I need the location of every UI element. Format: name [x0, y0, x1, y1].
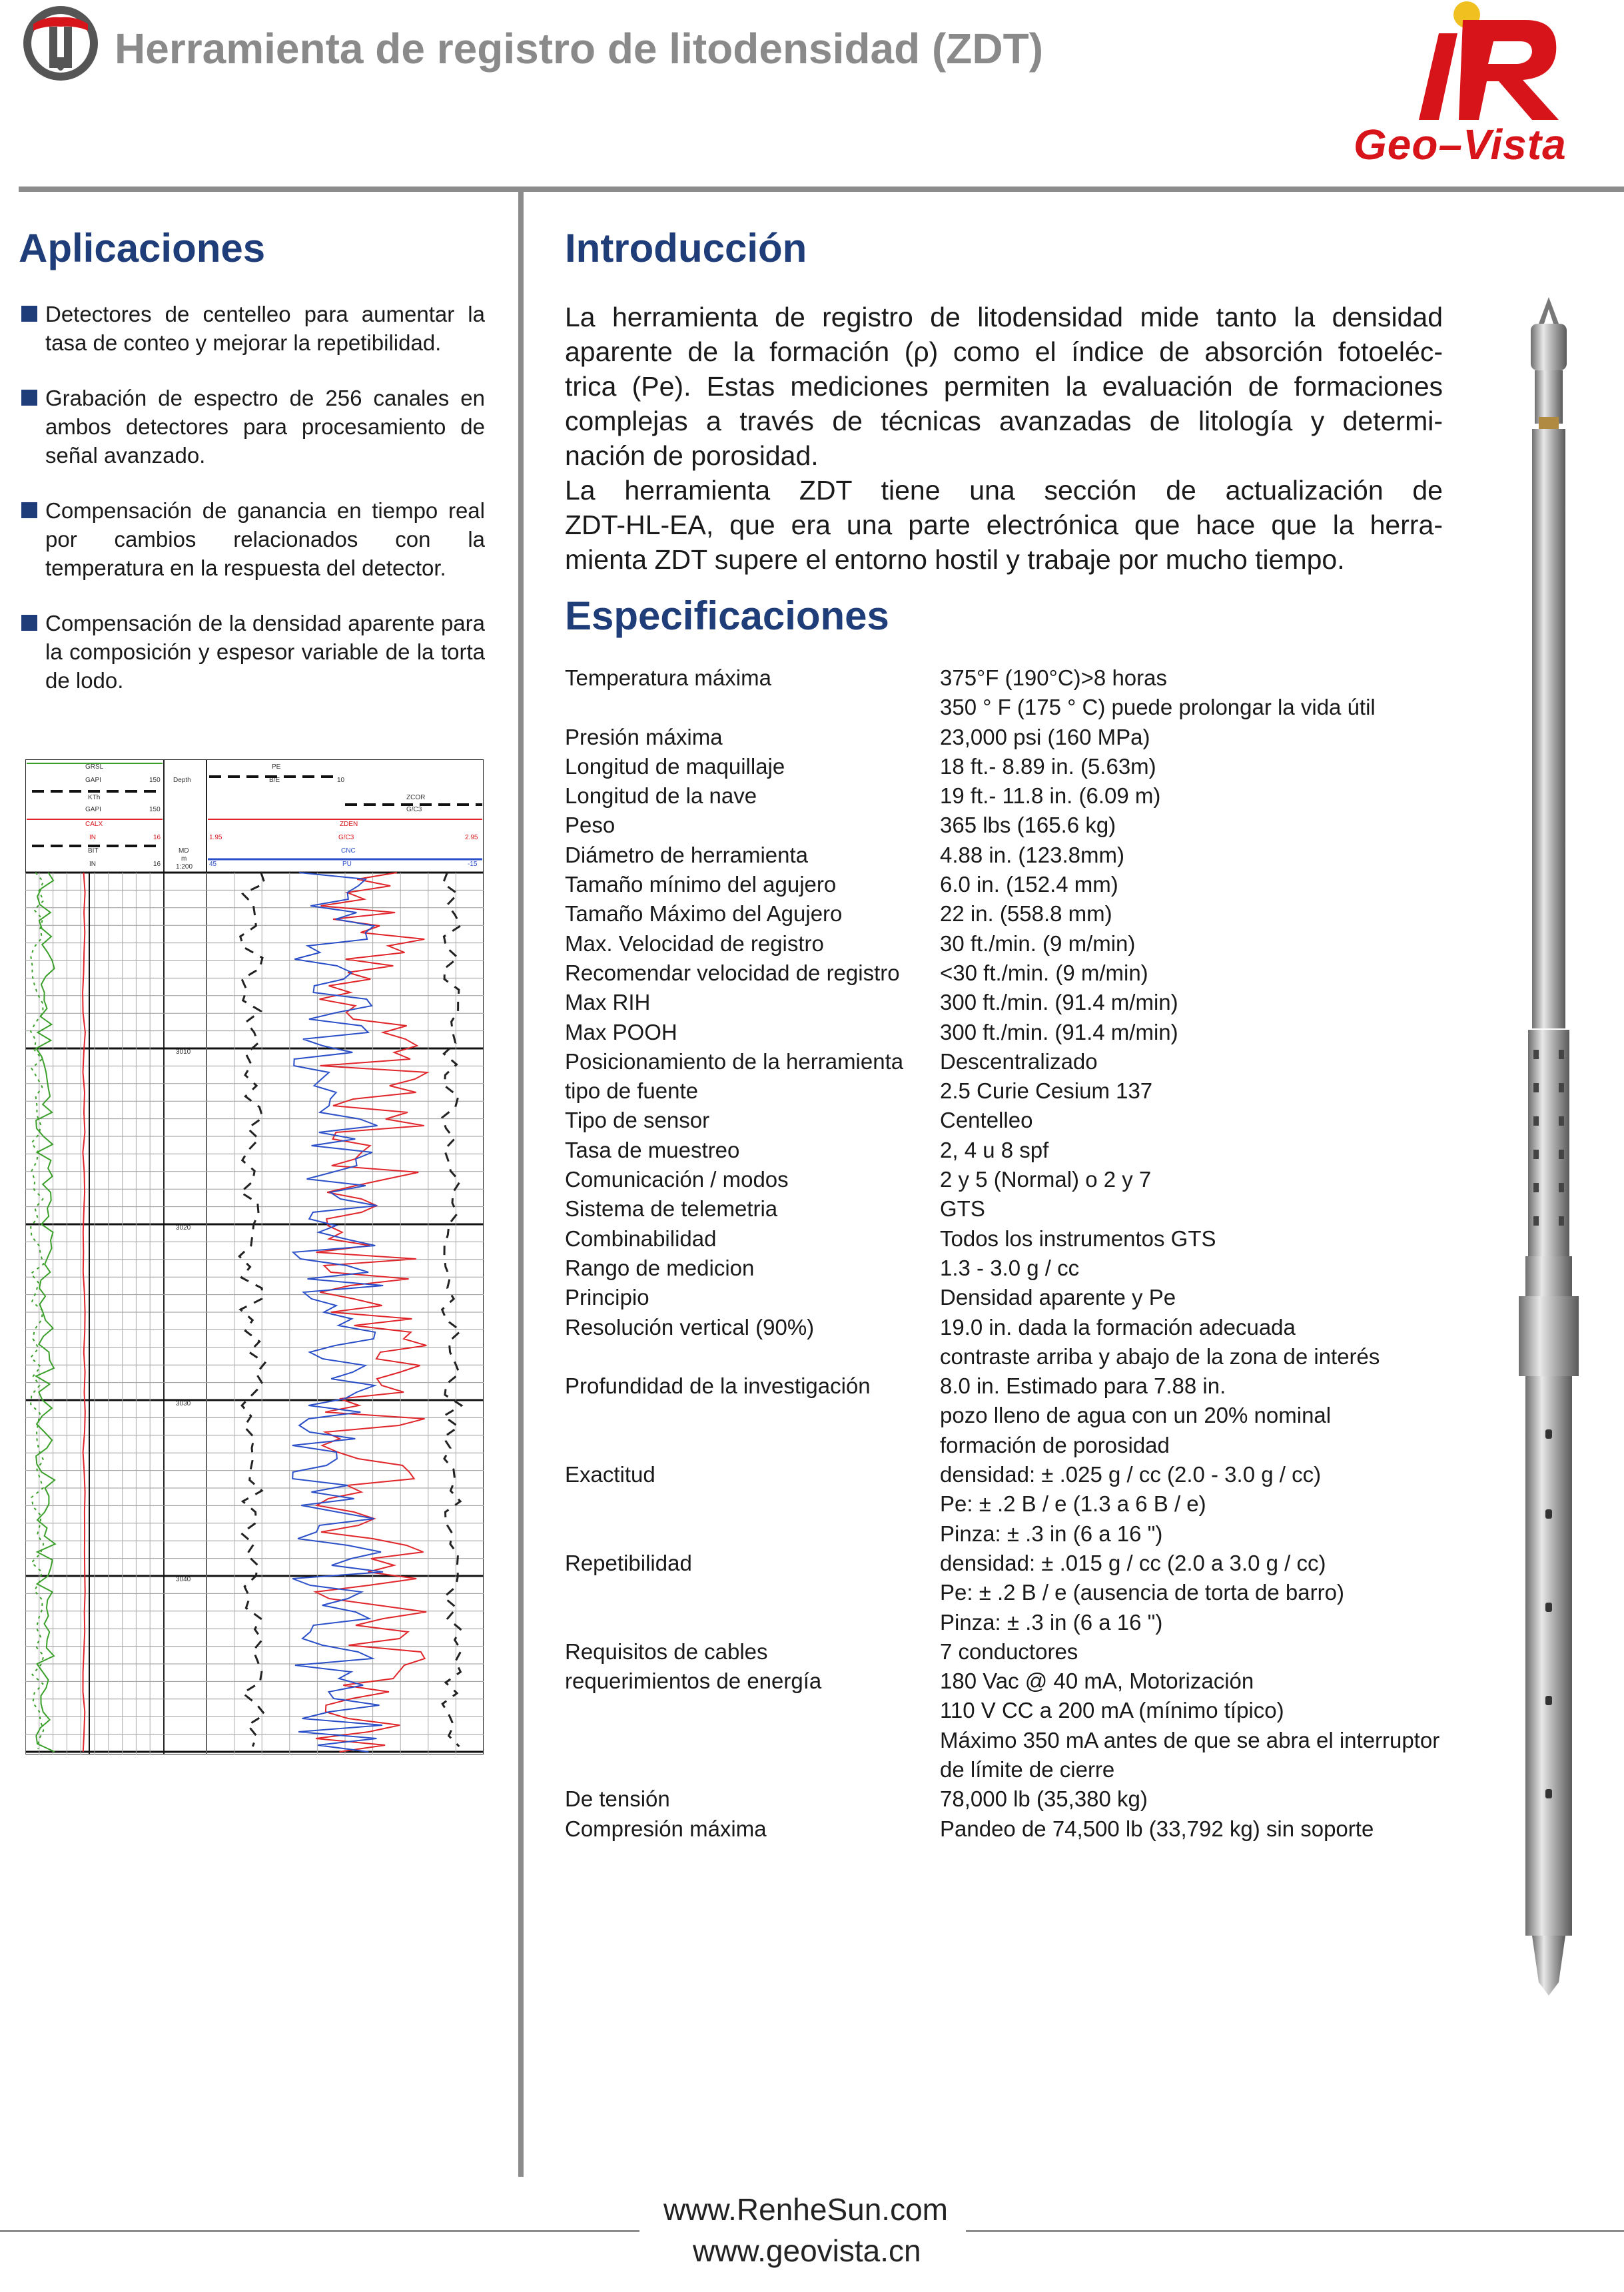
spec-row — [565, 1165, 1497, 1194]
spec-value: 6.0 in. (152.4 mm) — [940, 872, 1118, 897]
depth-mark: 3020 — [176, 1224, 191, 1232]
log-label-zden-min: 1.95 — [209, 834, 222, 841]
spec-label — [565, 1519, 940, 1549]
intro-line: ZDT-HL-EA, que era una parte electrónica que hace que la herra- — [565, 510, 1443, 540]
log-label-cnc: CNC — [341, 847, 356, 855]
spec-label: Recomendar velocidad de registro — [565, 960, 900, 985]
bullet-square-icon — [21, 390, 37, 406]
spec-label: requerimientos de energía — [565, 1669, 822, 1694]
spec-label: Comunicación / modos — [565, 1167, 789, 1192]
spec-label: Tipo de sensor — [565, 1108, 710, 1133]
spec-row — [565, 1784, 1497, 1814]
spec-row — [565, 1224, 1497, 1254]
spec-value: 2 y 5 (Normal) o 2 y 7 — [940, 1167, 1152, 1192]
depth-mark: 3030 — [176, 1400, 191, 1407]
spec-value: 23,000 psi (160 MPa) — [940, 724, 1150, 749]
log-label-gapi2-max: 150 — [149, 806, 161, 813]
log-label-gapi: GAPI — [85, 777, 101, 784]
spec-row — [565, 1696, 1497, 1725]
spec-row — [565, 1076, 1497, 1106]
spec-label: Sistema de telemetria — [565, 1196, 778, 1222]
footer-divider-right — [966, 2230, 1624, 2232]
spec-value: 19 ft.- 11.8 in. (6.09 m) — [940, 783, 1161, 809]
spec-row — [565, 1608, 1497, 1637]
spec-label: Combinabilidad — [565, 1226, 717, 1251]
spec-value: 1.3 - 3.0 g / cc — [940, 1255, 1080, 1280]
introduction-heading: Introducción — [565, 226, 807, 270]
application-text: Compensación de la densidad aparente para la composición y espesor variable de la torta de lodo. — [45, 611, 485, 693]
spec-label: Exactitud — [565, 1462, 655, 1487]
spec-row — [565, 1755, 1497, 1784]
application-text: Detectores de centelleo para aumentar la tasa de conteo y mejorar la repetibilidad. — [45, 302, 485, 355]
spec-value: 19.0 in. dada la formación adecuada — [940, 1314, 1296, 1339]
bullet-square-icon — [21, 502, 37, 518]
spec-row — [565, 1342, 1497, 1371]
spec-label: Max POOH — [565, 1019, 677, 1044]
spec-row — [565, 1106, 1497, 1135]
spec-row — [565, 1313, 1497, 1342]
spec-value: 30 ft./min. (9 m/min) — [940, 931, 1136, 956]
spec-label — [565, 1755, 940, 1784]
spec-row — [565, 1637, 1497, 1667]
spec-label: Presión máxima — [565, 724, 723, 749]
application-item — [19, 384, 485, 470]
specifications-table — [565, 663, 1497, 1844]
log-label-md: MD — [179, 847, 189, 855]
applications-list — [19, 300, 485, 721]
spec-row — [565, 1254, 1497, 1283]
spec-row — [565, 1814, 1497, 1844]
spec-label: Rango de medicion — [565, 1255, 755, 1280]
spec-value: densidad: ± .015 g / cc (2.0 a 3.0 g / cc) — [940, 1550, 1326, 1575]
intro-line: nación de porosidad. — [565, 440, 819, 471]
spec-label: Resolución vertical (90%) — [565, 1314, 815, 1339]
spec-row — [565, 663, 1497, 693]
brand-name: Geo–Vista — [1354, 121, 1567, 169]
spec-value: densidad: ± .025 g / cc (2.0 - 3.0 g / cc) — [940, 1462, 1322, 1487]
header-divider — [19, 187, 1624, 192]
log-label-bit-max: 16 — [153, 861, 161, 868]
spec-value: 110 V CC a 200 mA (mínimo típico) — [940, 1698, 1284, 1723]
log-label-zden-unit: G/C3 — [338, 834, 354, 841]
spec-row — [565, 1371, 1497, 1401]
spec-value: Pandeo de 74,500 lb (33,792 kg) sin soporte — [940, 1816, 1374, 1841]
spec-row — [565, 1460, 1497, 1489]
spec-value: 18 ft.- 8.89 in. (5.63m) — [940, 753, 1156, 779]
spec-label: Max. Velocidad de registro — [565, 931, 824, 956]
spec-value: 2.5 Curie Cesium 137 — [940, 1078, 1153, 1104]
spec-row — [565, 1489, 1497, 1519]
specifications-heading: Especificaciones — [565, 593, 889, 638]
spec-row — [565, 1578, 1497, 1607]
spec-label — [565, 1342, 940, 1371]
application-item — [19, 300, 485, 357]
bullet-square-icon — [21, 615, 37, 631]
spec-label — [565, 1578, 940, 1607]
introduction-text — [565, 300, 1443, 577]
spec-row — [565, 693, 1497, 722]
log-label-zden: ZDEN — [340, 821, 358, 828]
spec-value: Centelleo — [940, 1108, 1033, 1133]
spec-row — [565, 1726, 1497, 1755]
spec-label: Posicionamiento de la herramienta — [565, 1048, 904, 1074]
spec-label — [565, 1608, 940, 1637]
spec-row — [565, 1431, 1497, 1460]
spec-value: 4.88 in. (123.8mm) — [940, 842, 1124, 867]
spec-value: 375°F (190°C)>8 horas — [940, 665, 1167, 690]
spec-value: Densidad aparente y Pe — [940, 1285, 1176, 1310]
log-label-pe: PE — [272, 763, 281, 771]
spec-value: 180 Vac @ 40 mA, Motorización — [940, 1669, 1254, 1694]
log-label-ft: m — [181, 855, 187, 863]
spec-value: GTS — [940, 1196, 985, 1222]
spec-row — [565, 1047, 1497, 1076]
spec-value: 2, 4 u 8 spf — [940, 1137, 1049, 1162]
spec-value: 300 ft./min. (91.4 m/min) — [940, 1019, 1178, 1044]
applications-heading: Aplicaciones — [19, 226, 266, 270]
spec-label: Principio — [565, 1285, 649, 1310]
log-label-zcor-unit: G/C3 — [406, 806, 422, 813]
spec-value: 365 lbs (165.6 kg) — [940, 813, 1116, 838]
spec-label — [565, 693, 940, 722]
spec-label — [565, 1696, 940, 1725]
spec-label: Tamaño Máximo del Agujero — [565, 901, 843, 927]
spec-row — [565, 1136, 1497, 1165]
spec-row — [565, 870, 1497, 899]
spec-row — [565, 723, 1497, 752]
spec-row — [565, 841, 1497, 870]
log-label-gr: GRSL — [85, 763, 104, 771]
log-label-cnc-unit: PU — [342, 861, 352, 868]
log-label-gapi-max: 150 — [149, 777, 161, 784]
spec-row — [565, 929, 1497, 958]
log-label-bit-unit: IN — [89, 861, 96, 868]
spec-label: De tensión — [565, 1786, 670, 1812]
spec-label: Profundidad de la investigación — [565, 1373, 871, 1399]
footer-divider-left — [0, 2230, 639, 2232]
spec-label: Requisitos de cables — [565, 1639, 768, 1664]
log-label-cnc-max: -15 — [468, 861, 478, 868]
intro-line: aparente de la formación (ρ) como el índice de absorción fotoeléc- — [565, 336, 1443, 367]
intro-line: mienta ZDT supere el entorno hostil y trabaje por mucho tiempo. — [565, 544, 1345, 575]
bullet-square-icon — [21, 306, 37, 322]
spec-row — [565, 811, 1497, 840]
intro-line: trica (Pe). Estas mediciones permiten la evaluación de formaciones — [565, 371, 1443, 402]
spec-row — [565, 1194, 1497, 1224]
depth-mark: 3040 — [176, 1576, 191, 1583]
spec-value: 22 in. (558.8 mm) — [940, 901, 1112, 927]
spec-value: 300 ft./min. (91.4 m/min) — [940, 990, 1178, 1015]
spec-value: Pinza: ± .3 in (6 a 16 ") — [940, 1521, 1163, 1546]
depth-mark: 3010 — [176, 1048, 191, 1056]
spec-value: Todos los instrumentos GTS — [940, 1226, 1216, 1251]
page-title: Herramienta de registro de litodensidad (ZDT) — [115, 25, 1043, 73]
spec-value: contraste arriba y abajo de la zona de interés — [940, 1343, 1380, 1369]
spec-label — [565, 1431, 940, 1460]
log-label-zcor: ZCOR — [406, 794, 426, 801]
spec-value: 350 ° F (175 ° C) puede prolongar la vida útil — [940, 695, 1376, 720]
spec-value: Pinza: ± .3 in (6 a 16 ") — [940, 1609, 1163, 1635]
spec-value: Pe: ± .2 B / e (1.3 a 6 B / e) — [940, 1491, 1206, 1517]
company-logo — [19, 4, 103, 83]
spec-label: Repetibilidad — [565, 1550, 692, 1575]
footer-link-geovista[interactable]: www.geovista.cn — [693, 2233, 921, 2268]
zdt-tool-image — [1512, 297, 1585, 1996]
spec-row — [565, 1549, 1497, 1578]
spec-value: Descentralizado — [940, 1048, 1098, 1074]
spec-value: formación de porosidad — [940, 1432, 1170, 1457]
log-label-depth: Depth — [173, 777, 191, 784]
column-divider — [518, 192, 524, 2177]
spec-row — [565, 1018, 1497, 1047]
spec-value: pozo lleno de agua con un 20% nominal — [940, 1403, 1332, 1428]
log-label-gapi2: GAPI — [85, 806, 101, 813]
spec-row — [565, 988, 1497, 1017]
log-label-pe-max: 10 — [337, 777, 345, 784]
intro-line: La herramienta ZDT tiene una sección de actualización de — [565, 475, 1443, 506]
spec-value: de límite de cierre — [940, 1756, 1115, 1782]
application-text: Grabación de espectro de 256 canales en ambos detectores para procesamiento de señal avanzado. — [45, 386, 485, 468]
log-label-scale: 1:200 — [176, 863, 193, 871]
log-label-cali: CALX — [85, 821, 103, 828]
spec-label: Tamaño mínimo del agujero — [565, 872, 837, 897]
intro-line: complejas a través de técnicas avanzadas de litología y determi- — [565, 406, 1443, 436]
spec-row — [565, 1401, 1497, 1430]
application-text: Compensación de ganancia en tiempo real por cambios relacionados con la temperatura en la respuesta del detector. — [45, 498, 485, 580]
spec-label: Peso — [565, 813, 615, 838]
spec-value: 7 conductores — [940, 1639, 1078, 1664]
footer-link-renhesun[interactable]: www.RenheSun.com — [663, 2192, 948, 2227]
log-label-cali-max: 16 — [153, 834, 161, 841]
spec-label: Diámetro de herramienta — [565, 842, 808, 867]
spec-value: 78,000 lb (35,380 kg) — [940, 1786, 1148, 1812]
spec-row — [565, 1667, 1497, 1696]
log-label-bit: BIT — [88, 847, 99, 855]
log-label-zden-max: 2.95 — [465, 834, 478, 841]
spec-label — [565, 1401, 940, 1430]
spec-label: Temperatura máxima — [565, 665, 771, 690]
spec-label — [565, 1489, 940, 1519]
spec-row — [565, 781, 1497, 811]
intro-line: La herramienta de registro de litodensidad mide tanto la densidad — [565, 302, 1443, 332]
log-label-ktm: KTh — [88, 794, 101, 801]
spec-label: tipo de fuente — [565, 1078, 698, 1104]
well-log-chart — [25, 759, 484, 1754]
log-label-cnc-min: 45 — [209, 861, 217, 868]
log-label-cali-unit: IN — [89, 834, 96, 841]
spec-label: Max RIH — [565, 990, 651, 1015]
spec-label — [565, 1726, 940, 1755]
log-label-pe-unit: B/E — [269, 777, 280, 784]
application-item — [19, 496, 485, 582]
application-item — [19, 609, 485, 695]
spec-row — [565, 752, 1497, 781]
spec-row — [565, 958, 1497, 988]
spec-label: Longitud de maquillaje — [565, 753, 785, 779]
spec-label: Longitud de la nave — [565, 783, 757, 809]
spec-value: Pe: ± .2 B / e (ausencia de torta de barro) — [940, 1580, 1344, 1605]
spec-label: Compresión máxima — [565, 1816, 767, 1841]
spec-row — [565, 1283, 1497, 1312]
spec-label: Tasa de muestreo — [565, 1137, 740, 1162]
spec-value: Máximo 350 mA antes de que se abra el interruptor — [940, 1727, 1440, 1752]
spec-value: 8.0 in. Estimado para 7.88 in. — [940, 1373, 1226, 1399]
spec-value: <30 ft./min. (9 m/min) — [940, 960, 1148, 985]
spec-row — [565, 1519, 1497, 1549]
spec-row — [565, 899, 1497, 929]
